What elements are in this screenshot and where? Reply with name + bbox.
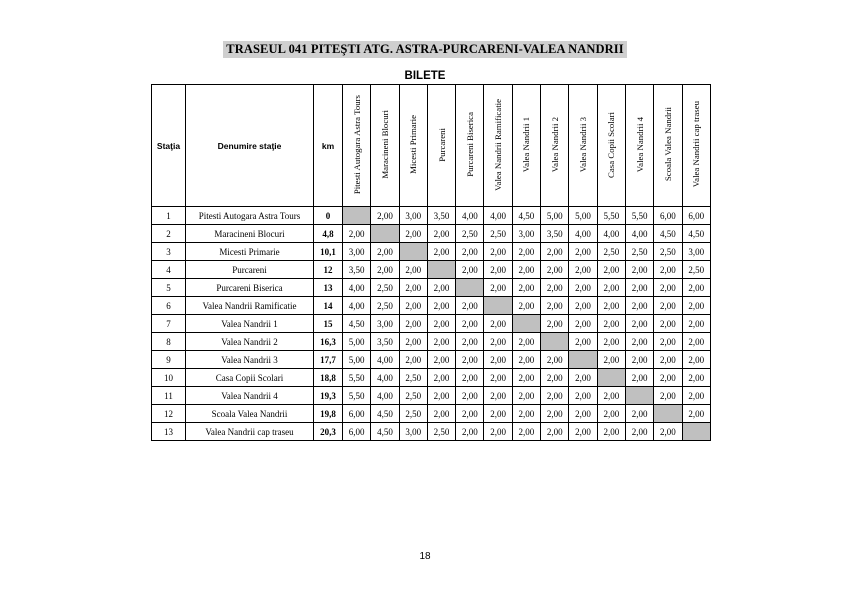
fare-cell: 2,00 xyxy=(399,297,427,315)
fare-cell: 2,00 xyxy=(682,315,710,333)
fare-cell: 2,00 xyxy=(597,261,625,279)
fare-cell: 2,00 xyxy=(456,387,484,405)
empty-diagonal-cell xyxy=(625,387,653,405)
column-header-station xyxy=(371,85,399,207)
fare-cell: 2,00 xyxy=(625,423,653,441)
empty-diagonal-cell xyxy=(682,423,710,441)
fare-cell: 2,00 xyxy=(654,333,682,351)
station-number-cell: 8 xyxy=(152,333,186,351)
fare-cell: 6,00 xyxy=(682,207,710,225)
fare-cell: 4,00 xyxy=(343,297,371,315)
fare-cell: 2,00 xyxy=(512,423,540,441)
table-row xyxy=(152,315,711,333)
empty-diagonal-cell xyxy=(597,369,625,387)
fare-cell: 2,00 xyxy=(484,387,512,405)
km-cell: 4,8 xyxy=(314,225,343,243)
fare-cell: 5,00 xyxy=(569,207,597,225)
fare-cell: 3,50 xyxy=(427,207,455,225)
station-name-cell: Scoala Valea Nandrii xyxy=(186,405,314,423)
fare-cell: 2,00 xyxy=(654,351,682,369)
fare-cell: 3,00 xyxy=(682,243,710,261)
km-cell: 17,7 xyxy=(314,351,343,369)
fare-cell: 4,00 xyxy=(343,279,371,297)
fare-cell: 2,00 xyxy=(654,279,682,297)
fare-cell: 2,00 xyxy=(682,297,710,315)
column-header-station xyxy=(625,85,653,207)
column-header-label: Casa Copii Scolari xyxy=(606,111,617,178)
empty-diagonal-cell xyxy=(654,405,682,423)
station-name-cell: Purcareni xyxy=(186,261,314,279)
fare-cell: 2,00 xyxy=(427,333,455,351)
fare-cell: 2,50 xyxy=(399,369,427,387)
station-number-cell: 9 xyxy=(152,351,186,369)
fare-cell: 2,50 xyxy=(399,405,427,423)
table-row xyxy=(152,405,711,423)
page-title: TRASEUL 041 PITEŞTI ATG. ASTRA-PURCARENI-VALEA NANDRII xyxy=(223,41,626,58)
km-cell: 16,3 xyxy=(314,333,343,351)
fare-cell: 2,50 xyxy=(371,279,399,297)
column-header-label: Purcareni Biserica xyxy=(464,112,475,177)
fare-cell: 2,00 xyxy=(569,387,597,405)
fare-cell: 2,00 xyxy=(569,333,597,351)
fare-cell: 3,50 xyxy=(541,225,569,243)
fare-cell: 4,50 xyxy=(371,423,399,441)
fare-cell: 2,00 xyxy=(682,351,710,369)
fare-table xyxy=(151,84,711,441)
station-number-cell: 1 xyxy=(152,207,186,225)
title-block xyxy=(0,40,850,58)
fare-cell: 2,00 xyxy=(343,225,371,243)
fare-cell: 4,50 xyxy=(371,405,399,423)
fare-cell: 2,50 xyxy=(654,243,682,261)
fare-cell: 2,00 xyxy=(427,243,455,261)
column-header-station xyxy=(541,85,569,207)
table-row xyxy=(152,423,711,441)
fare-cell: 2,00 xyxy=(654,261,682,279)
column-header-station xyxy=(597,85,625,207)
empty-diagonal-cell xyxy=(541,333,569,351)
fare-cell: 2,00 xyxy=(427,405,455,423)
km-cell: 14 xyxy=(314,297,343,315)
station-name-cell: Valea Nandrii 3 xyxy=(186,351,314,369)
fare-cell: 2,00 xyxy=(597,315,625,333)
column-header-station xyxy=(512,85,540,207)
fare-cell: 2,00 xyxy=(399,225,427,243)
fare-cell: 2,00 xyxy=(427,297,455,315)
fare-cell: 2,50 xyxy=(597,243,625,261)
column-header-station xyxy=(484,85,512,207)
fare-cell: 2,50 xyxy=(371,297,399,315)
fare-cell: 3,00 xyxy=(343,243,371,261)
fare-cell: 2,00 xyxy=(427,387,455,405)
table-row xyxy=(152,333,711,351)
fare-cell: 2,00 xyxy=(541,279,569,297)
fare-cell: 6,00 xyxy=(654,207,682,225)
fare-cell: 2,00 xyxy=(625,405,653,423)
fare-cell: 2,00 xyxy=(371,207,399,225)
header-name: Denumire staţie xyxy=(186,85,314,207)
station-name-cell: Valea Nandrii 1 xyxy=(186,315,314,333)
empty-diagonal-cell xyxy=(456,279,484,297)
fare-cell: 2,00 xyxy=(456,297,484,315)
fare-cell: 4,50 xyxy=(682,225,710,243)
header-station: Staţia xyxy=(152,85,186,207)
fare-cell: 2,00 xyxy=(597,387,625,405)
table-row xyxy=(152,225,711,243)
fare-cell: 5,50 xyxy=(597,207,625,225)
fare-cell: 2,00 xyxy=(625,333,653,351)
fare-cell: 2,00 xyxy=(597,297,625,315)
fare-cell: 2,00 xyxy=(427,351,455,369)
fare-cell: 5,00 xyxy=(541,207,569,225)
fare-cell: 2,00 xyxy=(569,297,597,315)
table-row xyxy=(152,351,711,369)
fare-cell: 2,00 xyxy=(456,369,484,387)
fare-cell: 5,50 xyxy=(343,369,371,387)
column-header-station xyxy=(427,85,455,207)
fare-cell: 2,00 xyxy=(597,351,625,369)
station-name-cell: Micesti Primarie xyxy=(186,243,314,261)
fare-cell: 2,00 xyxy=(569,369,597,387)
fare-cell: 2,00 xyxy=(456,405,484,423)
fare-cell: 2,00 xyxy=(399,333,427,351)
column-header-label: Valea Nandrii Ramificatie xyxy=(493,98,504,191)
fare-cell: 2,00 xyxy=(654,315,682,333)
column-header-label: Valea Nandrii 1 xyxy=(521,116,532,173)
fare-cell: 2,00 xyxy=(427,225,455,243)
fare-cell: 2,00 xyxy=(625,315,653,333)
km-cell: 15 xyxy=(314,315,343,333)
fare-cell: 2,00 xyxy=(541,297,569,315)
fare-cell: 5,00 xyxy=(343,351,371,369)
fare-cell: 2,00 xyxy=(541,369,569,387)
fare-cell: 2,00 xyxy=(682,387,710,405)
column-header-station xyxy=(399,85,427,207)
empty-diagonal-cell xyxy=(343,207,371,225)
table-row xyxy=(152,279,711,297)
fare-cell: 2,00 xyxy=(399,279,427,297)
fare-cell: 2,00 xyxy=(427,279,455,297)
table-row xyxy=(152,207,711,225)
station-name-cell: Valea Nandrii Ramificatie xyxy=(186,297,314,315)
fare-cell: 2,00 xyxy=(399,315,427,333)
fare-cell: 2,00 xyxy=(541,351,569,369)
fare-cell: 2,00 xyxy=(371,243,399,261)
fare-cell: 2,00 xyxy=(512,279,540,297)
fare-cell: 2,50 xyxy=(399,387,427,405)
fare-cell: 2,00 xyxy=(371,261,399,279)
station-number-cell: 11 xyxy=(152,387,186,405)
km-cell: 10,1 xyxy=(314,243,343,261)
fare-cell: 2,00 xyxy=(484,369,512,387)
fare-cell: 2,00 xyxy=(541,387,569,405)
column-header-label: Scoala Valea Nandrii xyxy=(662,107,673,182)
fare-cell: 5,50 xyxy=(625,207,653,225)
station-number-cell: 12 xyxy=(152,405,186,423)
column-header-station xyxy=(456,85,484,207)
column-header-label: Valea Nandrii cap traseu xyxy=(691,101,702,188)
km-cell: 0 xyxy=(314,207,343,225)
fare-cell: 4,00 xyxy=(371,369,399,387)
station-number-cell: 5 xyxy=(152,279,186,297)
empty-diagonal-cell xyxy=(512,315,540,333)
fare-cell: 2,00 xyxy=(484,279,512,297)
station-name-cell: Maracineni Blocuri xyxy=(186,225,314,243)
station-number-cell: 10 xyxy=(152,369,186,387)
fare-cell: 3,00 xyxy=(399,423,427,441)
fare-cell: 2,50 xyxy=(682,261,710,279)
fare-cell: 4,50 xyxy=(343,315,371,333)
column-header-label: Valea Nandrii 2 xyxy=(549,116,560,173)
station-name-cell: Casa Copii Scolari xyxy=(186,369,314,387)
fare-cell: 2,00 xyxy=(682,333,710,351)
station-name-cell: Valea Nandrii cap traseu xyxy=(186,423,314,441)
station-name-cell: Valea Nandrii 4 xyxy=(186,387,314,405)
station-name-cell: Pitesti Autogara Astra Tours xyxy=(186,207,314,225)
column-header-label: Maracineni Blocuri xyxy=(379,110,390,179)
fare-cell: 2,00 xyxy=(512,333,540,351)
fare-cell: 2,00 xyxy=(625,369,653,387)
fare-cell: 2,00 xyxy=(456,423,484,441)
fare-cell: 2,00 xyxy=(512,243,540,261)
fare-cell: 4,00 xyxy=(625,225,653,243)
km-cell: 13 xyxy=(314,279,343,297)
fare-cell: 2,00 xyxy=(456,333,484,351)
fare-cell: 2,00 xyxy=(569,243,597,261)
fare-cell: 2,00 xyxy=(484,261,512,279)
fare-cell: 2,00 xyxy=(541,315,569,333)
fare-cell: 4,50 xyxy=(512,207,540,225)
km-cell: 20,3 xyxy=(314,423,343,441)
header-row xyxy=(152,85,711,207)
fare-cell: 2,00 xyxy=(682,405,710,423)
fare-cell: 2,00 xyxy=(484,351,512,369)
fare-cell: 2,00 xyxy=(512,369,540,387)
column-header-station xyxy=(343,85,371,207)
table-body xyxy=(152,207,711,441)
table-row xyxy=(152,243,711,261)
fare-cell: 2,00 xyxy=(541,243,569,261)
empty-diagonal-cell xyxy=(569,351,597,369)
fare-cell: 2,00 xyxy=(512,405,540,423)
fare-cell: 2,00 xyxy=(625,351,653,369)
table-row xyxy=(152,387,711,405)
fare-cell: 4,00 xyxy=(484,207,512,225)
fare-cell: 2,00 xyxy=(399,351,427,369)
fare-cell: 2,00 xyxy=(484,243,512,261)
fare-cell: 2,00 xyxy=(512,387,540,405)
fare-cell: 2,00 xyxy=(484,333,512,351)
fare-cell: 2,00 xyxy=(597,405,625,423)
page-number: 18 xyxy=(419,551,431,562)
fare-cell: 5,50 xyxy=(343,387,371,405)
fare-cell: 3,50 xyxy=(343,261,371,279)
fare-cell: 3,00 xyxy=(371,315,399,333)
fare-cell: 3,00 xyxy=(512,225,540,243)
empty-diagonal-cell xyxy=(399,243,427,261)
table-row xyxy=(152,297,711,315)
fare-cell: 4,00 xyxy=(456,207,484,225)
fare-cell: 6,00 xyxy=(343,423,371,441)
table-subtitle: BILETE xyxy=(404,70,446,82)
table-row xyxy=(152,261,711,279)
fare-cell: 2,00 xyxy=(484,405,512,423)
fare-cell: 4,50 xyxy=(654,225,682,243)
column-header-label: Valea Nandrii 3 xyxy=(578,116,589,173)
fare-cell: 2,00 xyxy=(569,261,597,279)
fare-cell: 2,00 xyxy=(654,423,682,441)
fare-cell: 2,00 xyxy=(654,387,682,405)
km-cell: 12 xyxy=(314,261,343,279)
column-header-station xyxy=(682,85,710,207)
fare-cell: 2,00 xyxy=(512,351,540,369)
fare-cell: 2,50 xyxy=(427,423,455,441)
fare-cell: 2,00 xyxy=(456,243,484,261)
fare-cell: 2,00 xyxy=(569,423,597,441)
column-header-label: Valea Nandrii 4 xyxy=(634,116,645,173)
fare-cell: 4,00 xyxy=(569,225,597,243)
fare-cell: 2,00 xyxy=(541,405,569,423)
station-number-cell: 4 xyxy=(152,261,186,279)
fare-cell: 2,00 xyxy=(597,423,625,441)
km-cell: 19,8 xyxy=(314,405,343,423)
fare-cell: 2,00 xyxy=(625,279,653,297)
fare-cell: 4,00 xyxy=(371,351,399,369)
fare-cell: 2,00 xyxy=(541,423,569,441)
fare-cell: 2,00 xyxy=(569,315,597,333)
fare-cell: 2,50 xyxy=(484,225,512,243)
station-number-cell: 2 xyxy=(152,225,186,243)
fare-cell: 2,00 xyxy=(456,351,484,369)
fare-cell: 2,50 xyxy=(456,225,484,243)
station-number-cell: 6 xyxy=(152,297,186,315)
column-header-label: Micesti Primarie xyxy=(408,115,419,174)
fare-cell: 2,00 xyxy=(597,279,625,297)
fare-cell: 3,50 xyxy=(371,333,399,351)
fare-cell: 2,00 xyxy=(427,369,455,387)
fare-cell: 2,00 xyxy=(625,261,653,279)
fare-cell: 3,00 xyxy=(399,207,427,225)
station-name-cell: Purcareni Biserica xyxy=(186,279,314,297)
station-number-cell: 3 xyxy=(152,243,186,261)
fare-cell: 2,00 xyxy=(569,405,597,423)
station-number-cell: 13 xyxy=(152,423,186,441)
km-cell: 19,3 xyxy=(314,387,343,405)
fare-cell: 4,00 xyxy=(597,225,625,243)
column-header-label: Purcareni xyxy=(436,127,447,162)
column-header-station xyxy=(569,85,597,207)
fare-cell: 2,00 xyxy=(597,333,625,351)
fare-cell: 2,00 xyxy=(456,261,484,279)
column-header-label: Pitesti Autogara Astra Tours xyxy=(351,94,362,195)
fare-cell: 2,00 xyxy=(484,423,512,441)
fare-cell: 2,00 xyxy=(569,279,597,297)
fare-cell: 2,00 xyxy=(427,315,455,333)
km-cell: 18,8 xyxy=(314,369,343,387)
fare-cell: 2,00 xyxy=(484,315,512,333)
fare-cell: 2,00 xyxy=(682,369,710,387)
station-name-cell: Valea Nandrii 2 xyxy=(186,333,314,351)
fare-cell: 2,00 xyxy=(456,315,484,333)
fare-cell: 2,00 xyxy=(512,261,540,279)
fare-cell: 2,00 xyxy=(682,279,710,297)
fare-cell: 2,00 xyxy=(512,297,540,315)
station-number-cell: 7 xyxy=(152,315,186,333)
table-row xyxy=(152,369,711,387)
fare-cell: 4,00 xyxy=(371,387,399,405)
empty-diagonal-cell xyxy=(371,225,399,243)
empty-diagonal-cell xyxy=(484,297,512,315)
fare-cell: 2,00 xyxy=(654,369,682,387)
fare-cell: 6,00 xyxy=(343,405,371,423)
fare-cell: 2,00 xyxy=(399,261,427,279)
fare-cell: 5,00 xyxy=(343,333,371,351)
fare-cell: 2,00 xyxy=(625,297,653,315)
empty-diagonal-cell xyxy=(427,261,455,279)
fare-cell: 2,00 xyxy=(654,297,682,315)
column-header-station xyxy=(654,85,682,207)
fare-cell: 2,00 xyxy=(541,261,569,279)
header-km: km xyxy=(314,85,343,207)
fare-cell: 2,50 xyxy=(625,243,653,261)
